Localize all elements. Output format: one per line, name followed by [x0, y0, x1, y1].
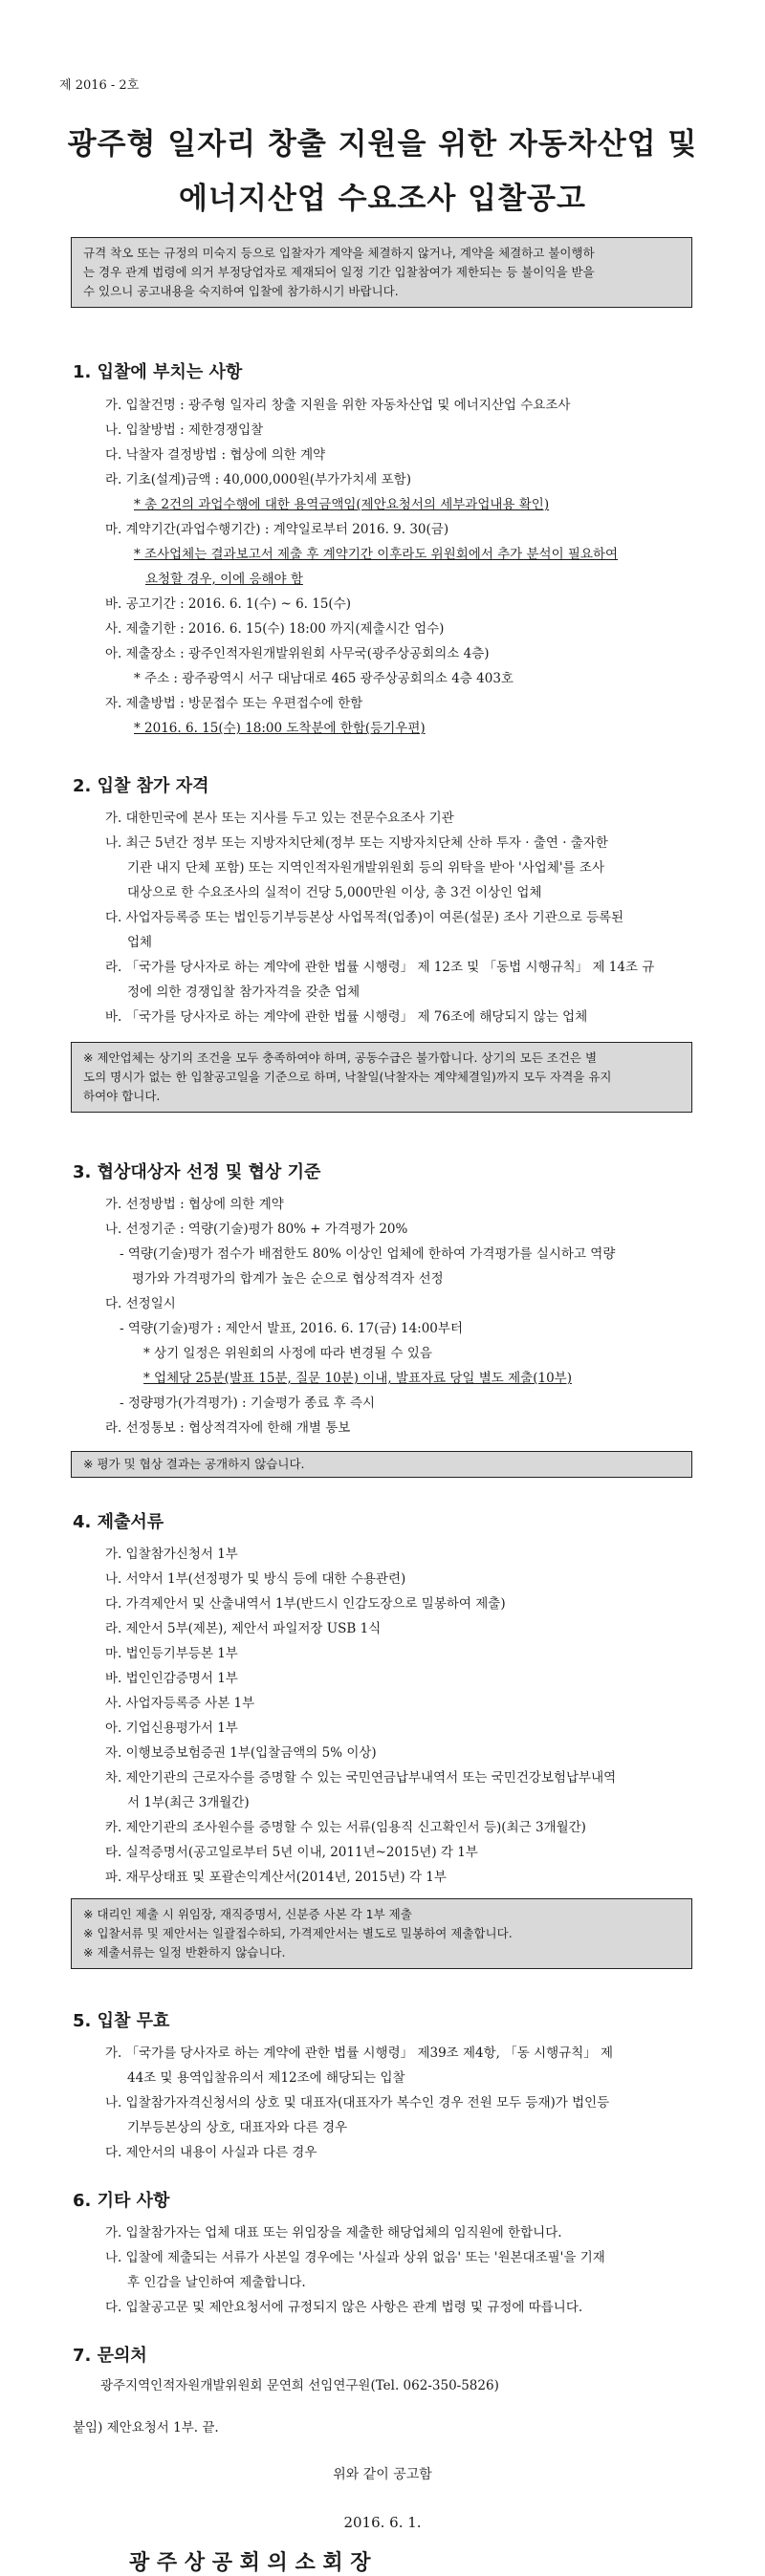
section-4-notice-box [71, 1898, 692, 1969]
section-1-line: 나. 입찰방법 : 제한경쟁입찰 [105, 422, 264, 438]
section-2-line: 기관 내지 단체 포함) 또는 지역인적자원개발위원회 등의 위탁을 받아 '사업체'를 조사 [127, 860, 604, 876]
section-4-line: 다. 가격제안서 및 산출내역서 1부(반드시 인감도장으로 밀봉하여 제출) [105, 1596, 506, 1612]
section-2-line: 업체 [127, 935, 153, 950]
section-3-line: 다. 선정일시 [105, 1296, 176, 1311]
section-2-line: 가. 대한민국에 본사 또는 지사를 두고 있는 전문수요조사 기관 [105, 811, 454, 826]
section-1-line: 사. 제출기한 : 2016. 6. 15(수) 18:00 까지(제출시간 엄수) [105, 621, 445, 637]
section-2-line: 다. 사업자등록증 또는 법인등기부등본상 사업목적(업종)이 여론(설문) 조사 기관으로 등록된 [105, 910, 624, 925]
section-1-note: * 주소 : 광주광역시 서구 대남대로 465 광주상공회의소 4층 403호 [134, 671, 514, 686]
section-6-line: 가. 입찰참가자는 업체 대표 또는 위임장을 제출한 해당업체의 임직원에 한합니다. [105, 2225, 562, 2240]
section-3-line: - 역량(기술)평가 점수가 배점한도 80% 이상인 업체에 한하여 가격평가를 실시하고 역량 [120, 1246, 616, 1262]
section-6-line: 다. 입찰공고문 및 제안요청서에 규정되지 않은 사항은 관계 법령 및 규정에 따릅니다. [105, 2300, 583, 2315]
notice-line: ※ 제출서류는 일정 반환하지 않습니다. [83, 1945, 286, 1959]
section-2-title: 2. 입찰 참가 자격 [73, 776, 209, 796]
closing-statement: 위와 같이 공고함 [333, 2467, 432, 2482]
notice-line: 규격 착오 또는 규정의 미숙지 등으로 입찰자가 계약을 체결하지 않거나, 계약을 체결하고 불이행하 [83, 246, 595, 260]
section-1-line: 다. 낙찰자 결정방법 : 협상에 의한 계약 [105, 447, 326, 463]
title-line-1: 광주형 일자리 창출 지원을 위한 자동차산업 및 [67, 127, 698, 162]
announcement-date: 2016. 6. 1. [343, 2514, 422, 2531]
section-2-line: 나. 최근 5년간 정부 또는 지방자치단체(정부 또는 지방자치단체 산하 투자 · 출연 · 출자한 [105, 835, 608, 851]
section-4-line: 사. 사업자등록증 사본 1부 [105, 1696, 255, 1711]
section-1-line: 마. 계약기간(과업수행기간) : 계약일로부터 2016. 9. 30(금) [105, 522, 449, 537]
notice-line: ※ 평가 및 협상 결과는 공개하지 않습니다. [83, 1457, 305, 1471]
section-5-line: 44조 및 용역입찰유의서 제12조에 해당되는 입찰 [127, 2070, 405, 2086]
section-2-line: 바. 「국가를 당사자로 하는 계약에 관한 법률 시행령」 제 76조에 해당되지 않는 업체 [105, 1009, 588, 1025]
attachment-note: 붙임) 제안요청서 1부. 끝. [73, 2420, 219, 2435]
section-4-line: 차. 제안기관의 근로자수를 증명할 수 있는 국민연금납부내역서 또는 국민건강보험납부내역 [105, 1770, 617, 1786]
section-1-note: * 2016. 6. 15(수) 18:00 도착분에 한함(등기우편) [134, 721, 426, 736]
notice-line: 는 경우 관계 법령에 의거 부정당업자로 제재되어 일정 기간 입찰참여가 제한되는 등 불이익을 받을 [83, 265, 595, 279]
notice-line: ※ 입찰서류 및 제안서는 일괄접수하되, 가격제안서는 별도로 밀봉하여 제출합니다. [83, 1926, 513, 1940]
notice-line: 도의 명시가 없는 한 입찰공고일을 기준으로 하며, 낙찰일(낙찰자는 계약체결일)까지 모두 자격을 유지 [83, 1070, 612, 1084]
section-4-title: 4. 제출서류 [73, 1512, 164, 1532]
section-4-line: 파. 재무상태표 및 포괄손익계산서(2014년, 2015년) 각 1부 [105, 1870, 447, 1885]
section-4-line: 마. 법인등기부등본 1부 [105, 1646, 238, 1661]
document-number: 제 2016 - 2호 [59, 78, 140, 93]
section-3-line: - 역량(기술)평가 : 제안서 발표, 2016. 6. 17(금) 14:00부터 [120, 1321, 463, 1336]
section-5-line: 나. 입찰참가자격신청서의 상호 및 대표자(대표자가 복수인 경우 전원 모두 등재)가 법인등 [105, 2095, 610, 2111]
section-5-line: 가. 「국가를 당사자로 하는 계약에 관한 법률 시행령」 제39조 제4항, 「동 시행규칙」 제 [105, 2046, 614, 2061]
section-3-line: 평가와 가격평가의 합계가 높은 순으로 협상적격자 선정 [132, 1271, 444, 1287]
section-6-line: 나. 입찰에 제출되는 서류가 사본일 경우에는 '사실과 상위 없음' 또는 '원본대조필'을 기재 [105, 2250, 605, 2265]
notice-line: ※ 대리인 제출 시 위임장, 재직증명서, 신분증 사본 각 1부 제출 [83, 1907, 412, 1921]
section-3-line: 나. 선정기준 : 역량(기술)평가 80% + 가격평가 20% [105, 1222, 408, 1237]
section-1-line: 라. 기초(설계)금액 : 40,000,000원(부가가치세 포함) [105, 472, 411, 487]
notice-line: 하여야 합니다. [83, 1089, 161, 1103]
section-3-title: 3. 협상대상자 선정 및 협상 기준 [73, 1162, 321, 1182]
section-2-line: 정에 의한 경쟁입찰 참가자격을 갖춘 업체 [127, 985, 361, 1000]
section-3-line: 가. 선정방법 : 협상에 의한 계약 [105, 1197, 284, 1212]
section-4-line: 라. 제안서 5부(제본), 제안서 파일저장 USB 1식 [105, 1621, 382, 1636]
section-3-note: * 업체당 25분(발표 15분, 질문 10분) 이내, 발표자료 당일 별도 제출(10부) [143, 1371, 572, 1386]
section-4-line: 자. 이행보증보험증권 1부(입찰금액의 5% 이상) [105, 1745, 377, 1761]
section-1-note: * 총 2건의 과업수행에 대한 용역금액임(제안요청서의 세부과업내용 확인) [134, 497, 550, 512]
section-4-line: 가. 입찰참가신청서 1부 [105, 1547, 238, 1562]
section-4-line: 아. 기업신용평가서 1부 [105, 1721, 238, 1736]
notice-line: 수 있으니 공고내용을 숙지하여 입찰에 참가하시기 바랍니다. [83, 284, 399, 298]
section-4-line: 바. 법인인감증명서 1부 [105, 1671, 238, 1686]
notice-box [71, 237, 692, 308]
section-2-notice-box [71, 1042, 692, 1113]
section-3-line: 라. 선정통보 : 협상적격자에 한해 개별 통보 [105, 1420, 351, 1436]
contact-line: 광주지역인적자원개발위원회 문연희 선임연구원(Tel. 062-350-5826) [100, 2378, 499, 2393]
section-6-title: 6. 기타 사항 [73, 2191, 170, 2211]
section-3-line: - 정량평가(가격평가) : 기술평가 종료 후 즉시 [120, 1396, 376, 1411]
section-5-line: 다. 제안서의 내용이 사실과 다른 경우 [105, 2145, 317, 2160]
section-1-note: * 조사업체는 결과보고서 제출 후 계약기간 이후라도 위원회에서 추가 분석이 필요하여 [134, 547, 619, 562]
section-3-note: * 상기 일정은 위원회의 사정에 따라 변경될 수 있음 [143, 1346, 432, 1361]
section-4-line: 타. 실적증명서(공고일로부터 5년 이내, 2011년~2015년) 각 1부 [105, 1845, 478, 1860]
section-4-line: 카. 제안기관의 조사원수를 증명할 수 있는 서류(임용직 신고확인서 등)(최근 3개월간) [105, 1820, 586, 1835]
section-5-line: 기부등본상의 상호, 대표자와 다른 경우 [127, 2120, 348, 2135]
section-2-line: 라. 「국가를 당사자로 하는 계약에 관한 법률 시행령」 제 12조 및 「동법 시행규칙」 제 14조 규 [105, 960, 655, 975]
section-1-line: 가. 입찰건명 : 광주형 일자리 창출 지원을 위한 자동차산업 및 에너지산업 수요조사 [105, 398, 571, 413]
section-1-line: 아. 제출장소 : 광주인적자원개발위원회 사무국(광주상공회의소 4층) [105, 646, 490, 661]
section-7-title: 7. 문의처 [73, 2346, 147, 2366]
section-4-line: 나. 서약서 1부(선정평가 및 방식 등에 대한 수용관련) [105, 1571, 406, 1587]
section-5-title: 5. 입찰 무효 [73, 2011, 170, 2031]
section-1-title: 1. 입찰에 부치는 사항 [73, 362, 243, 382]
section-1-note: 요청할 경우, 이에 응해야 함 [145, 572, 303, 587]
signer-line-1: 광 주 상 공 회 의 소 회 장 [129, 2551, 371, 2575]
section-1-line: 바. 공고기간 : 2016. 6. 1(수) ~ 6. 15(수) [105, 596, 352, 612]
notice-line: ※ 제안업체는 상기의 조건을 모두 충족하여야 하며, 공동수급은 불가합니다. 상기의 모든 조건은 별 [83, 1050, 598, 1065]
section-4-line: 서 1부(최근 3개월간) [127, 1795, 250, 1810]
section-2-line: 대상으로 한 수요조사의 실적이 건당 5,000만원 이상, 총 3건 이상인 업체 [127, 885, 542, 900]
section-1-line: 자. 제출방법 : 방문접수 또는 우편접수에 한함 [105, 696, 363, 711]
section-6-line: 후 인감을 날인하여 제출합니다. [127, 2275, 306, 2290]
title-line-2: 에너지산업 수요조사 입찰공고 [179, 182, 586, 216]
section-3-notice-box [71, 1451, 692, 1478]
